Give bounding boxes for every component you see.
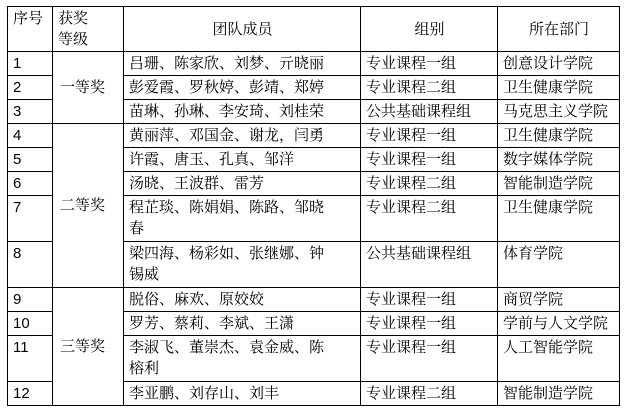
row-number-cell: 10	[8, 312, 53, 336]
members-text: 罗芳、蔡莉、李斌、王潇	[129, 315, 295, 332]
members-text: 彭爱霞、罗秋婷、彭靖、郑婷	[129, 79, 325, 96]
header-no: 序号	[8, 7, 53, 52]
group-cell: 专业课程一组	[361, 148, 498, 172]
table-row	[8, 124, 620, 148]
row-number-cell: 5	[8, 148, 53, 172]
table-header-row	[8, 7, 620, 52]
row-number-cell: 11	[8, 336, 53, 382]
members-cell	[124, 124, 361, 148]
group-cell: 专业课程一组	[361, 336, 498, 382]
members-cell	[124, 52, 361, 76]
members-cell	[124, 382, 361, 406]
group-cell: 专业课程二组	[361, 172, 498, 196]
row-number-cell: 12	[8, 382, 53, 406]
header-members: 团队成员	[124, 7, 361, 52]
members-text: 苗琳、孙琳、李安琦、刘桂荣	[129, 103, 325, 120]
row-number-cell: 7	[8, 196, 53, 242]
row-number-cell: 4	[8, 124, 53, 148]
department-cell: 卫生健康学院	[498, 76, 620, 100]
award-level-cell: 三等奖	[53, 288, 124, 406]
row-number-cell: 1	[8, 52, 53, 76]
department-cell: 卫生健康学院	[498, 196, 620, 242]
department-cell: 卫生健康学院	[498, 124, 620, 148]
members-text: 黄丽萍、邓国金、谢龙，闫勇	[129, 127, 325, 144]
members-text: 脱俗、麻欢、原姣姣	[129, 291, 265, 308]
members-cell	[124, 312, 361, 336]
group-cell: 专业课程二组	[361, 196, 498, 242]
department-cell: 智能制造学院	[498, 382, 620, 406]
header-award-label: 获奖等级	[58, 10, 89, 48]
members-cell	[124, 288, 361, 312]
award-results-table	[7, 6, 620, 406]
row-number-cell: 2	[8, 76, 53, 100]
members-cell	[124, 148, 361, 172]
group-cell: 公共基础课程组	[361, 100, 498, 124]
members-cell	[124, 100, 361, 124]
row-number-cell: 9	[8, 288, 53, 312]
members-cell	[124, 196, 361, 242]
group-cell: 专业课程一组	[361, 124, 498, 148]
department-cell: 人工智能学院	[498, 336, 620, 382]
group-cell: 专业课程一组	[361, 52, 498, 76]
department-cell: 学前与人文学院	[498, 312, 620, 336]
award-level-cell: 二等奖	[53, 124, 124, 288]
row-number-cell: 6	[8, 172, 53, 196]
members-cell	[124, 76, 361, 100]
department-cell: 体育学院	[498, 242, 620, 288]
members-text: 李淑飞、董崇杰、袁金威、陈榕利	[129, 339, 325, 377]
department-cell: 商贸学院	[498, 288, 620, 312]
members-cell	[124, 242, 361, 288]
department-cell: 数字媒体学院	[498, 148, 620, 172]
header-department: 所在部门	[498, 7, 620, 52]
members-text: 李亚鹏、刘存山、刘丰	[129, 385, 280, 402]
row-number-cell: 8	[8, 242, 53, 288]
department-cell: 创意设计学院	[498, 52, 620, 76]
department-cell: 智能制造学院	[498, 172, 620, 196]
department-cell: 马克思主义学院	[498, 100, 620, 124]
header-group: 组别	[361, 7, 498, 52]
members-text: 梁四海、杨彩如、张继娜、钟锡威	[129, 245, 325, 283]
table-row	[8, 52, 620, 76]
members-cell	[124, 172, 361, 196]
group-cell: 专业课程一组	[361, 312, 498, 336]
table-row	[8, 288, 620, 312]
members-text: 许霞、唐玉、孔真、邹洋	[129, 151, 295, 168]
members-text: 程芷琰、陈娟娟、陈路、邹晓春	[129, 199, 325, 237]
header-award	[53, 7, 124, 52]
group-cell: 专业课程一组	[361, 288, 498, 312]
members-cell	[124, 336, 361, 382]
award-level-cell: 一等奖	[53, 52, 124, 124]
group-cell: 公共基础课程组	[361, 242, 498, 288]
row-number-cell: 3	[8, 100, 53, 124]
members-text: 吕珊、陈家欣、刘梦、亓晓丽	[129, 55, 325, 72]
group-cell: 专业课程二组	[361, 76, 498, 100]
members-text: 汤晓、王波群、雷芳	[129, 175, 265, 192]
group-cell: 专业课程二组	[361, 382, 498, 406]
